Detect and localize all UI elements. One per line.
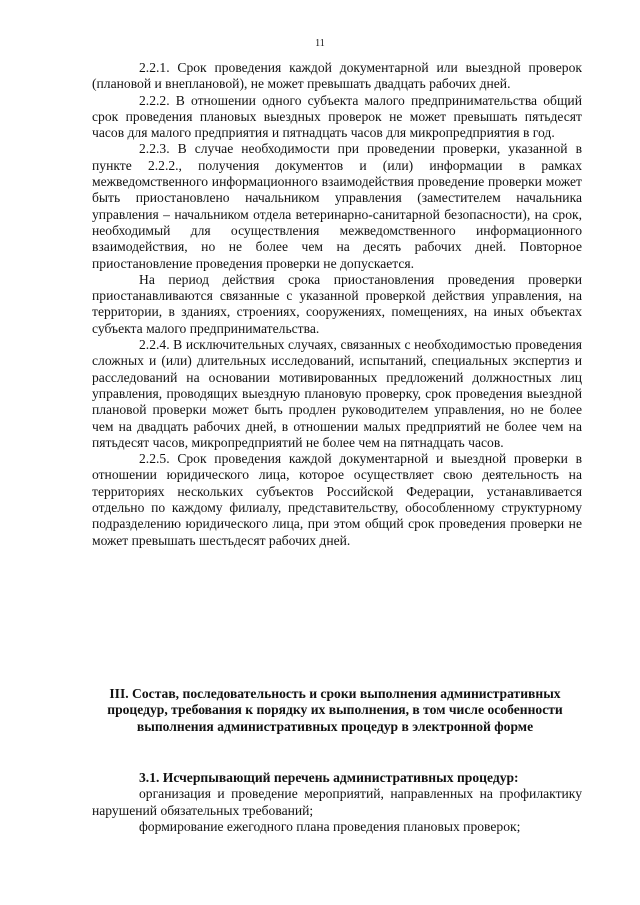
paragraph-2-2-5: 2.2.5. Срок проведения каждой документарной и выездной проверки в отношении юридического лица, которое осуществляет свою деятельность на территориях нескольких субъектов Российской Федерации, устанавливается отдельно по каждому филиалу, представительству, обособленному структурному подразделению юридического лица, при этом общий срок проведения проверки не может превышать шестьдесят рабочих дней. xyxy=(92,451,582,548)
paragraph-suspension-period: На период действия срока приостановления проведения проверки приостанавливаются связанные с указанной проверкой действия управления, на территории, в зданиях, строениях, сооружениях, помещениях, на иных объектах субъекта малого предпринимательства. xyxy=(92,271,582,336)
list-heading: 3.1. Исчерпывающий перечень административных процедур: xyxy=(139,770,519,785)
procedures-list xyxy=(92,770,582,835)
paragraph-2-2-4: 2.2.4. В исключительных случаях, связанных с необходимостью проведения сложных и (или) длительных исследований, испытаний, специальных экспертиз и расследований на основании мотивированных предложений должностных лиц управления, проводящих выездную плановую проверку, срок проведения выездной плановой проверки может быть продлен руководителем управления, но не более чем на двадцать рабочих дней, в отношении малых предприятий не более чем на пятьдесят часов, микропредприятий не более чем на пятнадцать часов. xyxy=(92,337,582,450)
paragraph-2-2-1: 2.2.1. Срок проведения каждой документарной или выездной проверок (плановой и внеплановой), не может превышать двадцать рабочих дней. xyxy=(92,60,582,92)
paragraph-2-2-3: 2.2.3. В случае необходимости при проведении проверки, указанной в пункте 2.2.2., получения документов и (или) информации в рамках межведомственного информационного взаимодействия проведение проверки может быть приостановлено начальником управления (заместителем начальника управления – начальником отдела ветеринарно-санитарной безопасности), на срок, необходимый для осуществления межведомственного информационного взаимодействия, но не более чем на десять рабочих дней. Повторное приостановление проведения проверки не допускается. xyxy=(92,141,582,271)
list-item: организация и проведение мероприятий, направленных на профилактику нарушений обязательных требований; xyxy=(92,786,582,818)
list-item: формирование ежегодного плана проведения плановых проверок; xyxy=(139,818,521,834)
paragraph-2-2-2: 2.2.2. В отношении одного субъекта малого предпринимательства общий срок проведения плановых выездных проверок не может превышать пятьдесят часов для малого предприятия и пятнадцать часов для микропредприятия в год. xyxy=(92,92,582,141)
document-body xyxy=(92,60,582,549)
section-heading: III. Состав, последовательность и сроки выполнения административных процедур, требования к порядку их выполнения, в том числе особенности выполнения административных процедур в электронной форме xyxy=(107,686,563,734)
page-number: 11 xyxy=(315,38,325,49)
